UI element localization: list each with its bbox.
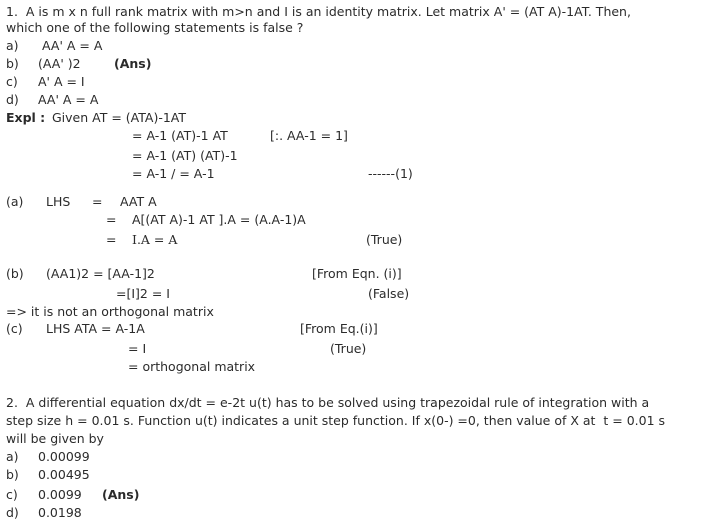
q2-option-b-text: 0.00495 — [38, 467, 90, 482]
part-a-result: (True) — [366, 232, 403, 247]
q1-option-a-text: AA' A = A — [42, 38, 103, 53]
q2-option-c-text: 0.0099 — [38, 487, 82, 502]
q2-option-a-text: 0.00099 — [38, 449, 90, 464]
part-a-step-3: I.A = A — [132, 232, 178, 247]
part-b-step-2: =[I]2 = I — [116, 286, 170, 301]
part-b-label: (b) — [6, 266, 24, 281]
part-c-reference: [From Eq.(i)] — [300, 321, 378, 336]
equation-reference-1: ------(1) — [368, 166, 413, 181]
q2-option-d-label: d) — [6, 505, 19, 520]
explanation-step-2: = A-1 (AT) (AT)-1 — [132, 148, 238, 163]
q2-option-b-label: b) — [6, 467, 19, 482]
q2-option-d-text: 0.0198 — [38, 505, 82, 520]
q1-answer-marker: (Ans) — [114, 56, 152, 71]
explanation-step-1-note: [:. AA-1 = 1] — [270, 128, 348, 143]
part-a-equals-3: = — [106, 232, 117, 247]
q1-option-a-label: a) — [6, 38, 19, 53]
q1-option-d-label: d) — [6, 92, 19, 107]
explanation-step-3: = A-1 / = A-1 — [132, 166, 215, 181]
part-a-rhs: AAT A — [120, 194, 157, 209]
q1-option-c-label: c) — [6, 74, 18, 89]
q1-stem-line2: which one of the following statements is false ? — [6, 20, 304, 35]
part-b-result: (False) — [368, 286, 410, 301]
part-b-reference: [From Eqn. (i)] — [312, 266, 402, 281]
q2-answer-marker: (Ans) — [102, 487, 140, 502]
q1-option-b-label: b) — [6, 56, 19, 71]
part-a-equals-2: = — [106, 212, 117, 227]
part-b-step-1: (AA1)2 = [AA-1]2 — [46, 266, 155, 281]
part-c-step-3: = orthogonal matrix — [128, 359, 256, 374]
q1-option-d-text: AA' A = A — [38, 92, 99, 107]
part-a-lhs: LHS — [46, 194, 71, 209]
part-c-step-1: LHS ATA = A-1A — [46, 321, 145, 336]
q2-stem-line1: 2. A differential equation dx/dt = e-2t u(t) has to be solved using trapezoidal rule of integration with a — [6, 395, 650, 410]
q2-option-c-label: c) — [6, 487, 18, 502]
part-b-conclusion: => it is not an orthogonal matrix — [6, 304, 214, 319]
part-a-label: (a) — [6, 194, 24, 209]
part-a-equals-1: = — [92, 194, 103, 209]
q1-option-b-text: (AA' )2 — [38, 56, 81, 71]
part-a-step-2: A[(AT A)-1 AT ].A = (A.A-1)A — [132, 212, 306, 227]
part-c-label: (c) — [6, 321, 23, 336]
q1-stem-line1: 1. A is m x n full rank matrix with m>n and I is an identity matrix. Let matrix A' = (AT A)-1AT. Then, — [6, 4, 631, 19]
q2-stem-line2: step size h = 0.01 s. Function u(t) indicates a unit step function. If x(0-) =0, then value of X at t = 0.01 s — [6, 413, 666, 428]
q2-option-a-label: a) — [6, 449, 19, 464]
explanation-step-1: = A-1 (AT)-1 AT — [132, 128, 228, 143]
explanation-label: Expl : — [6, 110, 46, 125]
q1-option-c-text: A' A = I — [38, 74, 85, 89]
explanation-given: Given AT = (ATA)-1AT — [52, 110, 187, 125]
part-c-step-2: = I — [128, 341, 147, 356]
q2-stem-line3: will be given by — [6, 431, 104, 446]
part-c-result: (True) — [330, 341, 367, 356]
